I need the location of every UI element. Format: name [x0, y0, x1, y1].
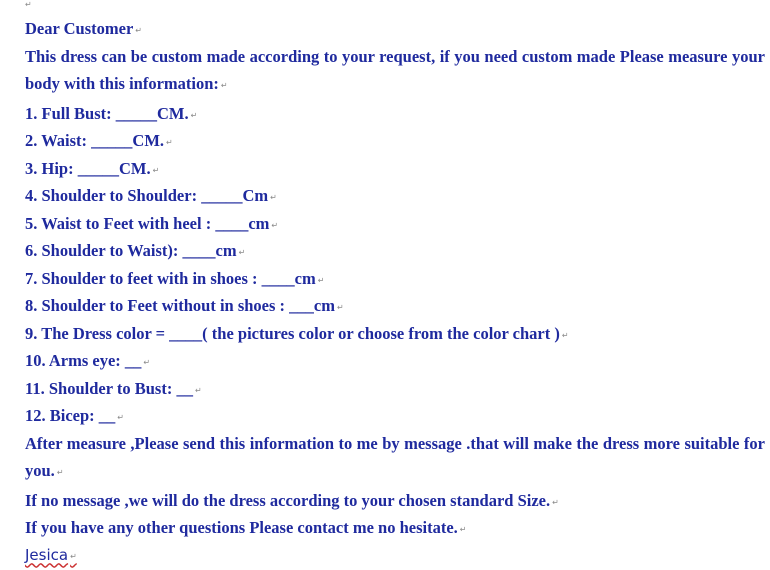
paragraph-mark-icon: ↵ [238, 248, 246, 257]
paragraph-mark-icon: ↵ [135, 26, 142, 35]
measurement-item-bicep: 12. Bicep: __ ↵ [25, 406, 124, 425]
measurement-item-shoulder-to-bust: 11. Shoulder to Bust: __ ↵ [25, 378, 202, 398]
paragraph-mark-icon: ↵ [143, 358, 151, 367]
paragraph-mark-icon: ↵ [337, 303, 344, 312]
paragraph-mark-icon: ↵ [25, 0, 32, 9]
paragraph-mark-icon: ↵ [270, 193, 277, 202]
signature: Jesica ↵ [25, 545, 77, 564]
paragraph-mark-icon: ↵ [317, 275, 325, 285]
paragraph-mark-icon: ↵ [152, 165, 160, 175]
standard-size-note: If no message ,we will do the dress according to your chosen standard Size. ↵ [25, 490, 559, 510]
paragraph-mark-icon: ↵ [561, 330, 569, 340]
paragraph-mark-icon: ↵ [56, 468, 64, 477]
paragraph-mark-icon: ↵ [271, 220, 279, 230]
contact-note: If you have any other questions Please contact me no hesitate. ↵ [25, 518, 467, 537]
paragraph-mark-icon: ↵ [70, 551, 77, 561]
after-measure-paragraph: After measure ,Please send this information to me by message .that will make the dress more suitable for you. ↵ [25, 433, 765, 480]
measurement-item-shoulder-to-feet-without-shoes: 8. Shoulder to Feet without in shoes : ___cm ↵ [25, 296, 344, 315]
intro-paragraph: This dress can be custom made according to your request, if you need custom made Please measure your body with this information: ↵ [25, 46, 765, 93]
paragraph-mark-icon: ↵ [190, 110, 198, 120]
measurement-item-dress-color: 9. The Dress color = ____( the pictures color or choose from the color chart ) ↵ [25, 323, 569, 343]
measurement-item-shoulder-to-shoulder: 4. Shoulder to Shoulder: _____Cm ↵ [25, 186, 277, 205]
measurement-item-waist: 2. Waist: _____CM. ↵ [25, 131, 173, 150]
measurement-item-arms-eye: 10. Arms eye: __ ↵ [25, 351, 151, 370]
paragraph-mark-icon: ↵ [166, 138, 173, 147]
paragraph-mark-icon: ↵ [220, 81, 228, 90]
paragraph-mark-icon: ↵ [117, 413, 124, 422]
paragraph-mark-icon: ↵ [552, 497, 559, 507]
measurement-item-waist-to-feet: 5. Waist to Feet with heel : ____cm ↵ [25, 213, 279, 233]
measurement-item-shoulder-to-feet-with-shoes: 7. Shoulder to feet with in shoes : ____cm ↵ [25, 268, 325, 288]
paragraph-mark-icon: ↵ [194, 385, 202, 395]
paragraph-mark-icon: ↵ [459, 525, 467, 534]
measurement-item-hip: 3. Hip: _____CM. ↵ [25, 158, 160, 178]
document-body [25, 15, 765, 569]
measurement-item-full-bust: 1. Full Bust: _____CM. ↵ [25, 103, 198, 123]
greeting-line: Dear Customer ↵ [25, 19, 142, 38]
measurement-item-shoulder-to-waist: 6. Shoulder to Waist): ____cm ↵ [25, 241, 246, 260]
